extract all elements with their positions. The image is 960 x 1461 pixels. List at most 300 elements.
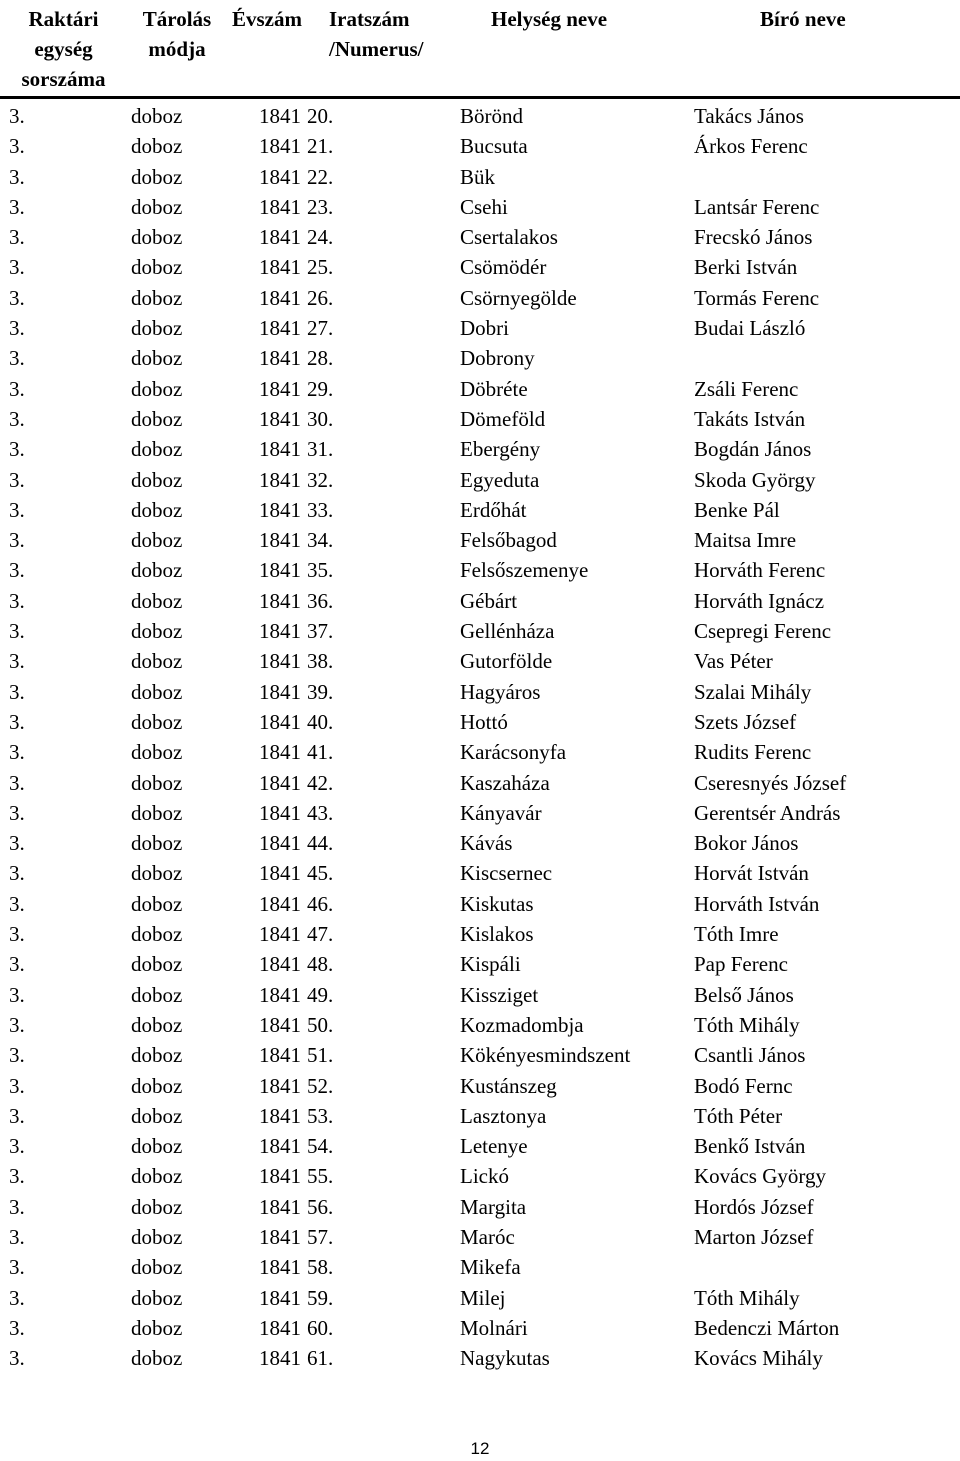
unit-number-cell: 3. — [9, 225, 25, 250]
judge-name-cell: Takács János — [694, 104, 804, 128]
table-row — [0, 192, 960, 222]
table-row — [0, 98, 960, 132]
settlement-name-cell: Kustánszeg — [460, 1073, 557, 1098]
year-cell: 1841 — [259, 134, 301, 159]
settlement-name-cell: Nagykutas — [460, 1346, 550, 1371]
file-number-cell: 22. — [307, 164, 334, 189]
unit-number-cell: 3. — [9, 497, 25, 522]
file-number-cell: 44. — [307, 831, 334, 856]
table-row — [0, 677, 960, 707]
unit-number-cell: 3. — [9, 1073, 25, 1098]
header-biro-neve — [676, 4, 960, 98]
settlement-name-cell: Maróc — [460, 1224, 515, 1249]
storage-type-cell: doboz — [131, 194, 183, 219]
judge-name-cell: Szalai Mihály — [694, 679, 812, 704]
page-number: 12 — [470, 1439, 490, 1458]
table-row — [0, 737, 960, 767]
table-row — [0, 1071, 960, 1101]
unit-number-cell: 3. — [9, 649, 25, 674]
judge-name-cell: Bedenczi Márton — [694, 1315, 840, 1340]
settlement-name-cell: Dobrony — [460, 346, 535, 371]
judge-name-cell: Skoda György — [694, 467, 816, 492]
year-cell: 1841 — [259, 1346, 301, 1371]
unit-number-cell: 3. — [9, 588, 25, 613]
table-row — [0, 1313, 960, 1343]
table-row — [0, 252, 960, 282]
year-cell: 1841 — [259, 831, 301, 856]
storage-type-cell: doboz — [131, 406, 183, 431]
settlement-name-cell: Erdőhát — [460, 497, 527, 522]
file-number-cell: 29. — [307, 376, 334, 401]
storage-type-cell: doboz — [131, 1164, 183, 1189]
unit-number-cell: 3. — [9, 952, 25, 977]
unit-number-cell: 3. — [9, 740, 25, 765]
unit-number-cell: 3. — [9, 437, 25, 462]
file-number-cell: 59. — [307, 1285, 334, 1310]
file-number-cell: 34. — [307, 528, 334, 553]
table-row — [0, 616, 960, 646]
table-row — [0, 434, 960, 464]
settlement-name-cell: Csertalakos — [460, 225, 558, 250]
judge-name-cell: Rudits Ferenc — [694, 740, 812, 765]
settlement-name-cell: Kányavár — [460, 800, 542, 825]
settlement-name-cell: Ebergény — [460, 437, 541, 462]
year-cell: 1841 — [259, 861, 301, 886]
settlement-name-cell: Csörnyegölde — [460, 285, 577, 310]
unit-number-cell: 3. — [9, 770, 25, 795]
judge-name-cell: Tormás Ferenc — [694, 285, 820, 310]
header-tarolas-line1: Tárolás — [142, 7, 212, 31]
settlement-name-cell: Csehi — [460, 194, 508, 219]
unit-number-cell: 3. — [9, 255, 25, 280]
settlement-name-cell: Kispáli — [460, 952, 521, 977]
unit-number-cell: 3. — [9, 558, 25, 583]
storage-type-cell: doboz — [131, 104, 183, 128]
judge-name-cell: Zsáli Ferenc — [694, 376, 799, 401]
storage-type-cell: doboz — [131, 285, 183, 310]
storage-type-cell: doboz — [131, 1073, 183, 1098]
judge-name-cell: Marton József — [694, 1224, 814, 1249]
settlement-name-cell: Gébárt — [460, 588, 518, 613]
year-cell: 1841 — [259, 225, 301, 250]
judge-name-cell: Hordós József — [694, 1194, 814, 1219]
judge-name-cell: Szets József — [694, 709, 797, 734]
table-row — [0, 1222, 960, 1252]
year-cell: 1841 — [259, 1043, 301, 1068]
year-cell: 1841 — [259, 982, 301, 1007]
table-row — [0, 495, 960, 525]
year-cell: 1841 — [259, 406, 301, 431]
header-raktari-line2: egység — [34, 37, 93, 61]
judge-name-cell: Horváth Ignácz — [694, 588, 825, 613]
storage-type-cell: doboz — [131, 467, 183, 492]
settlement-name-cell: Kökényesmindszent — [460, 1043, 631, 1068]
judge-name-cell: Horváth Ferenc — [694, 558, 826, 583]
unit-number-cell: 3. — [9, 831, 25, 856]
table-row — [0, 980, 960, 1010]
judge-name-cell: Horváth István — [694, 891, 820, 916]
judge-name-cell: Belső János — [694, 982, 794, 1007]
settlement-name-cell: Felsőbagod — [460, 528, 557, 553]
file-number-cell: 31. — [307, 437, 334, 462]
judge-name-cell: Kovács György — [694, 1164, 827, 1189]
file-number-cell: 48. — [307, 952, 334, 977]
judge-name-cell: Horvát István — [694, 861, 809, 886]
unit-number-cell: 3. — [9, 1315, 25, 1340]
year-cell: 1841 — [259, 316, 301, 341]
header-tarolas-line2: módja — [148, 37, 206, 61]
table-row — [0, 1283, 960, 1313]
year-cell: 1841 — [259, 891, 301, 916]
file-number-cell: 40. — [307, 709, 334, 734]
archive-register-table — [0, 4, 960, 1373]
table-row — [0, 586, 960, 616]
file-number-cell: 39. — [307, 679, 334, 704]
header-biro-label: Bíró neve — [760, 7, 846, 31]
settlement-name-cell: Börönd — [460, 104, 523, 128]
settlement-name-cell: Gutorfölde — [460, 649, 553, 674]
file-number-cell: 57. — [307, 1224, 334, 1249]
year-cell: 1841 — [259, 1012, 301, 1037]
header-raktari-line3: sorszáma — [21, 67, 106, 91]
header-iratszam — [307, 4, 443, 98]
table-row — [0, 828, 960, 858]
settlement-name-cell: Kiscsernec — [460, 861, 553, 886]
year-cell: 1841 — [259, 1255, 301, 1280]
year-cell: 1841 — [259, 164, 301, 189]
judge-name-cell: Budai László — [694, 316, 806, 341]
table-row — [0, 798, 960, 828]
header-iratszam-line1: Iratszám — [329, 7, 410, 31]
settlement-name-cell: Egyeduta — [460, 467, 540, 492]
unit-number-cell: 3. — [9, 891, 25, 916]
file-number-cell: 27. — [307, 316, 334, 341]
header-helyseg-label: Helység neve — [491, 7, 608, 31]
table-row — [0, 465, 960, 495]
file-number-cell: 49. — [307, 982, 334, 1007]
judge-name-cell: Cseresnyés József — [694, 770, 847, 795]
table-row — [0, 919, 960, 949]
storage-type-cell: doboz — [131, 134, 183, 159]
settlement-name-cell: Milej — [460, 1285, 506, 1310]
settlement-name-cell: Margita — [460, 1194, 527, 1219]
year-cell: 1841 — [259, 194, 301, 219]
storage-type-cell: doboz — [131, 164, 183, 189]
file-number-cell: 38. — [307, 649, 334, 674]
storage-type-cell: doboz — [131, 831, 183, 856]
file-number-cell: 35. — [307, 558, 334, 583]
header-row — [0, 4, 960, 98]
unit-number-cell: 3. — [9, 1043, 25, 1068]
storage-type-cell: doboz — [131, 437, 183, 462]
judge-name-cell: Pap Ferenc — [694, 952, 788, 977]
year-cell: 1841 — [259, 346, 301, 371]
file-number-cell: 47. — [307, 922, 334, 947]
judge-name-cell: Frecskó János — [694, 225, 813, 250]
table-row — [0, 707, 960, 737]
year-cell: 1841 — [259, 770, 301, 795]
settlement-name-cell: Csömödér — [460, 255, 547, 280]
judge-name-cell: Kovács Mihály — [694, 1346, 823, 1371]
year-cell: 1841 — [259, 558, 301, 583]
year-cell: 1841 — [259, 497, 301, 522]
year-cell: 1841 — [259, 709, 301, 734]
table-row — [0, 1252, 960, 1282]
settlement-name-cell: Lickó — [460, 1164, 509, 1189]
file-number-cell: 52. — [307, 1073, 334, 1098]
table-row — [0, 131, 960, 161]
judge-name-cell: Bogdán János — [694, 437, 812, 462]
header-helyseg-neve — [443, 4, 676, 98]
settlement-name-cell: Kiskutas — [460, 891, 534, 916]
storage-type-cell: doboz — [131, 376, 183, 401]
judge-name-cell: Tóth Imre — [694, 922, 779, 947]
file-number-cell: 45. — [307, 861, 334, 886]
judge-name-cell: Csepregi Ferenc — [694, 619, 832, 644]
table-row — [0, 404, 960, 434]
unit-number-cell: 3. — [9, 134, 25, 159]
unit-number-cell: 3. — [9, 285, 25, 310]
unit-number-cell: 3. — [9, 1224, 25, 1249]
storage-type-cell: doboz — [131, 740, 183, 765]
unit-number-cell: 3. — [9, 982, 25, 1007]
judge-name-cell: Berki István — [694, 255, 798, 280]
unit-number-cell: 3. — [9, 316, 25, 341]
settlement-name-cell: Mikefa — [460, 1255, 521, 1280]
storage-type-cell: doboz — [131, 891, 183, 916]
table-row — [0, 222, 960, 252]
file-number-cell: 41. — [307, 740, 334, 765]
storage-type-cell: doboz — [131, 558, 183, 583]
table-header — [0, 4, 960, 98]
table-row — [0, 343, 960, 373]
year-cell: 1841 — [259, 1194, 301, 1219]
year-cell: 1841 — [259, 528, 301, 553]
storage-type-cell: doboz — [131, 1346, 183, 1371]
judge-name-cell: Maitsa Imre — [694, 528, 797, 553]
file-number-cell: 58. — [307, 1255, 334, 1280]
table-row — [0, 283, 960, 313]
judge-name-cell: Bodó Fernc — [694, 1073, 793, 1098]
settlement-name-cell: Kissziget — [460, 982, 539, 1007]
header-evszam — [227, 4, 307, 98]
settlement-name-cell: Molnári — [460, 1315, 528, 1340]
unit-number-cell: 3. — [9, 619, 25, 644]
unit-number-cell: 3. — [9, 164, 25, 189]
table-row — [0, 1192, 960, 1222]
settlement-name-cell: Kávás — [460, 831, 513, 856]
judge-name-cell — [676, 1252, 960, 1282]
unit-number-cell: 3. — [9, 709, 25, 734]
storage-type-cell: doboz — [131, 649, 183, 674]
storage-type-cell: doboz — [131, 528, 183, 553]
judge-name-cell: Vas Péter — [694, 649, 773, 674]
year-cell: 1841 — [259, 285, 301, 310]
file-number-cell: 20. — [307, 104, 334, 128]
storage-type-cell: doboz — [131, 1255, 183, 1280]
file-number-cell: 42. — [307, 770, 334, 795]
storage-type-cell: doboz — [131, 619, 183, 644]
storage-type-cell: doboz — [131, 709, 183, 734]
file-number-cell: 43. — [307, 800, 334, 825]
unit-number-cell: 3. — [9, 861, 25, 886]
file-number-cell: 28. — [307, 346, 334, 371]
unit-number-cell: 3. — [9, 1194, 25, 1219]
judge-name-cell: Tóth Mihály — [694, 1012, 800, 1037]
storage-type-cell: doboz — [131, 1315, 183, 1340]
settlement-name-cell: Felsőszemenye — [460, 558, 589, 583]
year-cell: 1841 — [259, 376, 301, 401]
table-row — [0, 1343, 960, 1373]
storage-type-cell: doboz — [131, 1285, 183, 1310]
year-cell: 1841 — [259, 1103, 301, 1128]
storage-type-cell: doboz — [131, 952, 183, 977]
file-number-cell: 25. — [307, 255, 334, 280]
storage-type-cell: doboz — [131, 497, 183, 522]
judge-name-cell: Takáts István — [694, 406, 806, 431]
table-row — [0, 1161, 960, 1191]
unit-number-cell: 3. — [9, 406, 25, 431]
storage-type-cell: doboz — [131, 1224, 183, 1249]
settlement-name-cell: Bucsuta — [460, 134, 528, 159]
settlement-name-cell: Bük — [460, 164, 496, 189]
file-number-cell: 60. — [307, 1315, 334, 1340]
year-cell: 1841 — [259, 952, 301, 977]
table-row — [0, 768, 960, 798]
judge-name-cell: Gerentsér András — [694, 800, 841, 825]
year-cell: 1841 — [259, 740, 301, 765]
header-raktari-egyseg-sorszama — [0, 4, 127, 98]
file-number-cell: 56. — [307, 1194, 334, 1219]
year-cell: 1841 — [259, 619, 301, 644]
unit-number-cell: 3. — [9, 1103, 25, 1128]
file-number-cell: 54. — [307, 1134, 334, 1159]
judge-name-cell: Árkos Ferenc — [694, 134, 808, 159]
file-number-cell: 55. — [307, 1164, 334, 1189]
year-cell: 1841 — [259, 922, 301, 947]
table-row — [0, 525, 960, 555]
judge-name-cell — [676, 162, 960, 192]
unit-number-cell: 3. — [9, 528, 25, 553]
year-cell: 1841 — [259, 1224, 301, 1249]
year-cell: 1841 — [259, 437, 301, 462]
unit-number-cell: 3. — [9, 800, 25, 825]
storage-type-cell: doboz — [131, 1043, 183, 1068]
settlement-name-cell: Gellénháza — [460, 619, 555, 644]
storage-type-cell: doboz — [131, 922, 183, 947]
settlement-name-cell: Dömeföld — [460, 406, 546, 431]
table-row — [0, 889, 960, 919]
file-number-cell: 36. — [307, 588, 334, 613]
year-cell: 1841 — [259, 649, 301, 674]
table-row — [0, 555, 960, 585]
storage-type-cell: doboz — [131, 770, 183, 795]
file-number-cell: 37. — [307, 619, 334, 644]
unit-number-cell: 3. — [9, 194, 25, 219]
file-number-cell: 21. — [307, 134, 334, 159]
settlement-name-cell: Letenye — [460, 1134, 528, 1159]
table-row — [0, 1101, 960, 1131]
year-cell: 1841 — [259, 467, 301, 492]
settlement-name-cell: Kislakos — [460, 922, 534, 947]
file-number-cell: 51. — [307, 1043, 334, 1068]
settlement-name-cell: Döbréte — [460, 376, 528, 401]
table-row — [0, 313, 960, 343]
file-number-cell: 32. — [307, 467, 334, 492]
file-number-cell: 46. — [307, 891, 334, 916]
unit-number-cell: 3. — [9, 467, 25, 492]
unit-number-cell: 3. — [9, 922, 25, 947]
settlement-name-cell: Kaszaháza — [460, 770, 550, 795]
table-row — [0, 374, 960, 404]
year-cell: 1841 — [259, 1073, 301, 1098]
storage-type-cell: doboz — [131, 800, 183, 825]
storage-type-cell: doboz — [131, 1103, 183, 1128]
judge-name-cell — [676, 343, 960, 373]
unit-number-cell: 3. — [9, 104, 25, 128]
storage-type-cell: doboz — [131, 588, 183, 613]
header-evszam-label: Évszám — [232, 7, 302, 31]
file-number-cell: 61. — [307, 1346, 334, 1371]
table-row — [0, 1010, 960, 1040]
unit-number-cell: 3. — [9, 1134, 25, 1159]
settlement-name-cell: Lasztonya — [460, 1103, 547, 1128]
settlement-name-cell: Karácsonyfa — [460, 740, 567, 765]
judge-name-cell: Benke Pál — [694, 497, 780, 522]
unit-number-cell: 3. — [9, 346, 25, 371]
storage-type-cell: doboz — [131, 346, 183, 371]
storage-type-cell: doboz — [131, 255, 183, 280]
year-cell: 1841 — [259, 800, 301, 825]
judge-name-cell: Lantsár Ferenc — [694, 194, 820, 219]
settlement-name-cell: Hagyáros — [460, 679, 541, 704]
file-number-cell: 24. — [307, 225, 334, 250]
file-number-cell: 23. — [307, 194, 334, 219]
table-row — [0, 949, 960, 979]
storage-type-cell: doboz — [131, 225, 183, 250]
year-cell: 1841 — [259, 1315, 301, 1340]
year-cell: 1841 — [259, 1164, 301, 1189]
storage-type-cell: doboz — [131, 316, 183, 341]
settlement-name-cell: Dobri — [460, 316, 509, 341]
judge-name-cell: Tóth Mihály — [694, 1285, 800, 1310]
table-row — [0, 646, 960, 676]
file-number-cell: 30. — [307, 406, 334, 431]
header-raktari-line1: Raktári — [28, 7, 99, 31]
storage-type-cell: doboz — [131, 861, 183, 886]
unit-number-cell: 3. — [9, 1285, 25, 1310]
unit-number-cell: 3. — [9, 1012, 25, 1037]
year-cell: 1841 — [259, 1285, 301, 1310]
judge-name-cell: Tóth Péter — [694, 1103, 783, 1128]
unit-number-cell: 3. — [9, 1255, 25, 1280]
table-row — [0, 1040, 960, 1070]
storage-type-cell: doboz — [131, 1134, 183, 1159]
table-body — [0, 98, 960, 1374]
unit-number-cell: 3. — [9, 376, 25, 401]
header-tarolas-modja — [127, 4, 227, 98]
settlement-name-cell: Hottó — [460, 709, 508, 734]
table-row — [0, 1131, 960, 1161]
judge-name-cell: Bokor János — [694, 831, 799, 856]
judge-name-cell: Csantli János — [694, 1043, 806, 1068]
year-cell: 1841 — [259, 588, 301, 613]
judge-name-cell: Benkő István — [694, 1134, 806, 1159]
table-row — [0, 162, 960, 192]
file-number-cell: 50. — [307, 1012, 334, 1037]
table-row — [0, 858, 960, 888]
header-iratszam-line2: /Numerus/ — [329, 37, 424, 61]
